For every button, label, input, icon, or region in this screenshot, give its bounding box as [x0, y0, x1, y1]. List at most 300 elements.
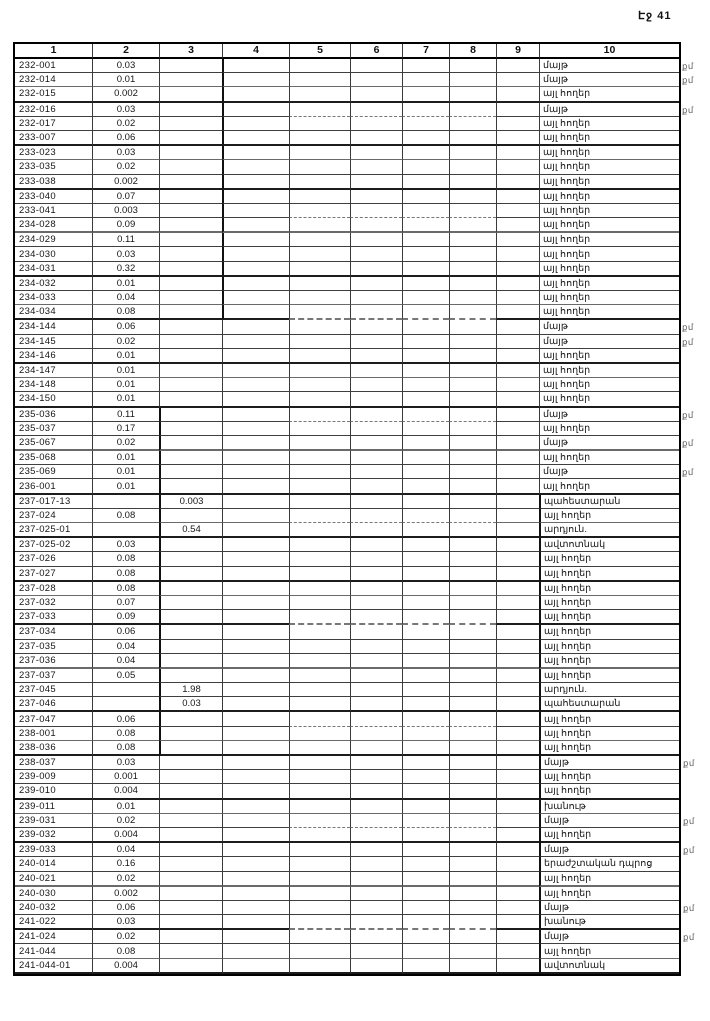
land-use-label: այլ հողեր [544, 597, 592, 609]
land-use-cell [539, 640, 679, 654]
parcel-code: 233-007 [15, 131, 92, 146]
empty-cell [402, 800, 449, 814]
empty-cell [402, 683, 449, 697]
table-row [15, 73, 679, 87]
empty-cell [449, 87, 496, 102]
column-header-7: 7 [402, 44, 449, 59]
empty-cell [449, 552, 496, 566]
margin-note: քմ [683, 815, 695, 826]
parcel-code: 239-011 [15, 800, 92, 814]
empty-cell [402, 349, 449, 364]
empty-cell [402, 277, 449, 291]
empty-cell [449, 364, 496, 378]
table-row [15, 683, 679, 697]
empty-cell [496, 610, 539, 625]
empty-cell [289, 741, 350, 756]
empty-cell [222, 262, 289, 277]
empty-cell [350, 756, 402, 770]
area-value-col3 [159, 262, 222, 277]
area-value-col2: 0.01 [92, 349, 159, 364]
land-use-label: ավտոտնակ [544, 539, 606, 551]
empty-cell [222, 131, 289, 146]
empty-cell [449, 131, 496, 146]
empty-cell [350, 582, 402, 596]
land-use-cell [539, 654, 679, 669]
land-use-label: այլ հողեր [543, 292, 591, 304]
header-row [15, 44, 679, 59]
land-use-cell [539, 538, 679, 552]
empty-cell [402, 523, 449, 538]
empty-cell [222, 523, 289, 538]
area-value-col3 [159, 422, 222, 436]
empty-cell [222, 190, 289, 204]
empty-cell [289, 392, 350, 407]
empty-cell [350, 538, 402, 552]
land-use-cell [539, 277, 679, 291]
empty-cell [222, 538, 289, 552]
column-header-4: 4 [222, 44, 289, 59]
land-use-cell [539, 683, 679, 697]
empty-cell [402, 175, 449, 190]
area-value-col2: 0.03 [92, 59, 159, 73]
area-value-col3: 0.03 [159, 697, 222, 712]
empty-cell [350, 305, 402, 320]
empty-cell [402, 857, 449, 871]
empty-cell [496, 73, 539, 87]
empty-cell [449, 770, 496, 784]
area-value-col2: 0.003 [92, 204, 159, 218]
empty-cell [496, 509, 539, 523]
empty-cell [350, 59, 402, 73]
area-value-col2: 0.02 [92, 335, 159, 349]
empty-cell [496, 291, 539, 305]
area-value-col2: 0.08 [92, 727, 159, 741]
table-row [15, 712, 679, 726]
empty-cell [222, 814, 289, 828]
empty-cell [289, 582, 350, 596]
table-row [15, 538, 679, 552]
area-value-col2: 0.08 [92, 944, 159, 958]
parcel-code: 238-036 [15, 741, 92, 756]
land-use-cell [539, 610, 679, 625]
parcel-code: 237-033 [15, 610, 92, 625]
empty-cell [496, 131, 539, 146]
parcel-code: 233-041 [15, 204, 92, 218]
empty-cell [449, 683, 496, 697]
empty-cell [289, 944, 350, 958]
empty-cell [449, 654, 496, 669]
area-value-col3 [159, 552, 222, 566]
empty-cell [350, 465, 402, 479]
empty-cell [350, 277, 402, 291]
land-use-label: մայթ [543, 60, 568, 72]
area-value-col2: 0.03 [92, 915, 159, 930]
empty-cell [350, 654, 402, 669]
empty-cell [402, 364, 449, 378]
land-use-label: այլ հողեր [544, 785, 592, 797]
margin-note: քմ [683, 902, 695, 913]
land-use-label: այլ հողեր [544, 567, 592, 579]
empty-cell [449, 582, 496, 596]
empty-cell [222, 901, 289, 915]
empty-cell [222, 887, 289, 901]
parcel-code: 234-146 [15, 349, 92, 364]
land-use-label: մայթ [543, 335, 568, 347]
empty-cell [289, 756, 350, 770]
area-value-col2: 0.01 [92, 378, 159, 392]
column-header-10: 10 [539, 44, 679, 59]
land-use-cell [539, 378, 679, 392]
land-use-cell [539, 828, 679, 843]
column-header-2: 2 [92, 44, 159, 59]
parcel-code: 239-032 [15, 828, 92, 843]
area-value-col3 [159, 843, 222, 857]
table-row [15, 408, 679, 422]
empty-cell [402, 146, 449, 160]
parcel-code: 235-067 [15, 436, 92, 451]
empty-cell [496, 669, 539, 683]
parcel-code: 234-150 [15, 392, 92, 407]
empty-cell [402, 117, 449, 131]
empty-cell [449, 814, 496, 828]
empty-cell [496, 160, 539, 174]
parcel-code: 240-021 [15, 872, 92, 887]
empty-cell [496, 378, 539, 392]
empty-cell [222, 741, 289, 756]
empty-cell [350, 784, 402, 799]
parcel-code: 234-028 [15, 218, 92, 233]
empty-cell [496, 625, 539, 639]
area-value-col3 [159, 944, 222, 958]
empty-cell [350, 770, 402, 784]
empty-cell [350, 131, 402, 146]
land-use-label: արդյուն. [544, 684, 587, 696]
empty-cell [402, 87, 449, 102]
table-row [15, 103, 679, 117]
empty-cell [289, 87, 350, 102]
margin-note: քմ [682, 75, 694, 86]
parcel-code: 241-044 [15, 944, 92, 958]
empty-cell [289, 247, 350, 261]
empty-cell [289, 610, 350, 625]
empty-cell [496, 901, 539, 915]
land-use-label: այլ հողեր [543, 452, 591, 464]
empty-cell [350, 741, 402, 756]
land-use-cell [539, 160, 679, 174]
empty-cell [402, 335, 449, 349]
land-use-cell [539, 770, 679, 784]
empty-cell [402, 784, 449, 799]
area-value-col3 [159, 654, 222, 669]
table-row [15, 509, 679, 523]
table-row [15, 59, 679, 73]
empty-cell [449, 436, 496, 451]
empty-cell [402, 610, 449, 625]
land-use-label: մայթ [543, 408, 568, 420]
empty-cell [496, 320, 539, 334]
empty-cell [402, 712, 449, 726]
empty-cell [449, 479, 496, 494]
area-value-col3 [159, 131, 222, 146]
land-use-cell [539, 800, 679, 814]
area-value-col2: 0.01 [92, 451, 159, 465]
empty-cell [496, 582, 539, 596]
land-use-cell [539, 320, 694, 334]
area-value-col2: 0.002 [92, 87, 159, 102]
empty-cell [222, 784, 289, 799]
empty-cell [402, 901, 449, 915]
empty-cell [449, 335, 496, 349]
area-value-col3 [159, 305, 222, 320]
empty-cell [289, 131, 350, 146]
area-value-col3 [159, 538, 222, 552]
empty-cell [222, 697, 289, 712]
empty-cell [449, 408, 496, 422]
empty-cell [289, 408, 350, 422]
empty-cell [350, 103, 402, 117]
empty-cell [350, 146, 402, 160]
empty-cell [449, 465, 496, 479]
empty-cell [496, 552, 539, 566]
land-use-label: մայթ [544, 901, 569, 913]
empty-cell [289, 857, 350, 871]
land-use-cell [539, 625, 679, 639]
table-row [15, 378, 679, 392]
empty-cell [289, 349, 350, 364]
area-value-col2: 0.04 [92, 291, 159, 305]
empty-cell [402, 479, 449, 494]
empty-cell [496, 770, 539, 784]
empty-cell [449, 610, 496, 625]
land-use-label: այլ հողեր [543, 147, 591, 159]
empty-cell [449, 756, 496, 770]
empty-cell [496, 59, 539, 73]
empty-cell [402, 582, 449, 596]
table-row [15, 944, 679, 958]
empty-cell [496, 857, 539, 871]
table-body [15, 59, 695, 974]
area-value-col2: 0.01 [92, 277, 159, 291]
empty-cell [402, 247, 449, 261]
empty-cell [496, 654, 539, 669]
empty-cell [289, 495, 350, 509]
empty-cell [222, 669, 289, 683]
empty-cell [222, 625, 289, 639]
empty-cell [449, 669, 496, 683]
empty-cell [402, 538, 449, 552]
parcel-code: 237-036 [15, 654, 92, 669]
column-header-9: 9 [496, 44, 539, 59]
empty-cell [222, 800, 289, 814]
empty-cell [289, 204, 350, 218]
empty-cell [402, 567, 449, 582]
empty-cell [402, 930, 449, 944]
land-use-cell [539, 422, 679, 436]
land-use-cell [539, 436, 694, 451]
empty-cell [350, 683, 402, 697]
empty-cell [350, 495, 402, 509]
area-value-col2: 0.06 [92, 131, 159, 146]
area-value-col2: 0.08 [92, 509, 159, 523]
empty-cell [222, 640, 289, 654]
empty-cell [350, 640, 402, 654]
column-header-6: 6 [350, 44, 402, 59]
empty-cell [496, 800, 539, 814]
land-use-label: այլ հողեր [544, 771, 592, 783]
empty-cell [496, 640, 539, 654]
land-use-label: այլ հողեր [543, 306, 591, 318]
parcel-code: 237-035 [15, 640, 92, 654]
parcel-code: 241-024 [15, 930, 92, 944]
empty-cell [449, 828, 496, 843]
area-value-col2: 0.08 [92, 305, 159, 320]
empty-cell [496, 465, 539, 479]
land-use-label: մայթ [543, 103, 568, 115]
empty-cell [402, 378, 449, 392]
empty-cell [496, 843, 539, 857]
empty-cell [350, 596, 402, 610]
empty-cell [449, 451, 496, 465]
margin-note: քմ [682, 61, 694, 71]
table-row [15, 756, 679, 770]
land-use-cell [539, 567, 679, 582]
table-row [15, 901, 679, 915]
parcel-code: 234-148 [15, 378, 92, 392]
area-value-col3 [159, 103, 222, 117]
empty-cell [222, 596, 289, 610]
empty-cell [289, 770, 350, 784]
empty-cell [496, 741, 539, 756]
page-number-label: Էջ 41 [638, 10, 672, 22]
empty-cell [289, 843, 350, 857]
area-value-col3 [159, 117, 222, 131]
land-use-cell [539, 451, 679, 465]
land-use-cell [539, 233, 679, 247]
land-use-cell [539, 915, 679, 930]
land-use-cell [539, 262, 679, 277]
area-value-col3 [159, 872, 222, 887]
empty-cell [449, 218, 496, 233]
area-value-col3 [159, 190, 222, 204]
empty-cell [496, 190, 539, 204]
empty-cell [402, 727, 449, 741]
parcel-code: 235-069 [15, 465, 92, 479]
empty-cell [449, 930, 496, 944]
table-row [15, 610, 679, 625]
area-value-col2: 0.32 [92, 262, 159, 277]
land-use-label: այլ հողեր [544, 872, 592, 884]
parcel-code: 233-023 [15, 146, 92, 160]
parcel-code: 239-031 [15, 814, 92, 828]
area-value-col3 [159, 930, 222, 944]
table-row [15, 218, 679, 233]
empty-cell [289, 335, 350, 349]
empty-cell [402, 262, 449, 277]
empty-cell [289, 683, 350, 697]
empty-cell [350, 712, 402, 726]
empty-cell [222, 712, 289, 726]
empty-cell [289, 277, 350, 291]
empty-cell [402, 915, 449, 930]
parcel-code: 237-047 [15, 712, 92, 726]
empty-cell [449, 596, 496, 610]
table-row [15, 770, 679, 784]
area-value-col3 [159, 59, 222, 73]
area-value-col3 [159, 204, 222, 218]
empty-cell [496, 887, 539, 901]
parcel-code: 232-016 [15, 103, 92, 117]
parcel-code: 237-028 [15, 582, 92, 596]
empty-cell [449, 915, 496, 930]
empty-cell [402, 291, 449, 305]
empty-cell [496, 712, 539, 726]
empty-cell [496, 204, 539, 218]
empty-cell [289, 73, 350, 87]
area-value-col3 [159, 828, 222, 843]
parcel-code: 237-025-01 [15, 523, 92, 538]
empty-cell [350, 349, 402, 364]
area-value-col3 [159, 582, 222, 596]
empty-cell [496, 335, 539, 349]
table-row [15, 857, 679, 871]
area-value-col3 [159, 378, 222, 392]
area-value-col2: 0.04 [92, 843, 159, 857]
area-value-col2: 0.03 [92, 247, 159, 261]
table-row [15, 190, 679, 204]
table-row [15, 887, 679, 901]
empty-cell [449, 247, 496, 261]
area-value-col2: 0.002 [92, 887, 159, 901]
area-value-col2: 0.03 [92, 146, 159, 160]
empty-cell [402, 392, 449, 407]
empty-cell [402, 103, 449, 117]
table-row [15, 204, 679, 218]
empty-cell [222, 495, 289, 509]
empty-cell [449, 567, 496, 582]
empty-cell [222, 654, 289, 669]
land-use-label: մայթ [543, 74, 568, 86]
empty-cell [449, 103, 496, 117]
land-use-cell [539, 408, 694, 422]
empty-cell [222, 87, 289, 102]
empty-cell [402, 741, 449, 756]
parcel-code: 235-037 [15, 422, 92, 436]
table-row [15, 364, 679, 378]
land-use-cell [539, 712, 679, 726]
empty-cell [222, 567, 289, 582]
empty-cell [402, 814, 449, 828]
land-use-label: այլ հողեր [543, 422, 591, 434]
empty-cell [402, 436, 449, 451]
empty-cell [496, 451, 539, 465]
area-value-col2: 0.02 [92, 814, 159, 828]
area-value-col2: 0.03 [92, 538, 159, 552]
empty-cell [289, 465, 350, 479]
table-row [15, 335, 679, 349]
empty-cell [289, 190, 350, 204]
parcel-code: 237-034 [15, 625, 92, 639]
table-row [15, 175, 679, 190]
land-use-label: մայթ [544, 844, 569, 856]
empty-cell [222, 727, 289, 741]
empty-cell [496, 814, 539, 828]
table-row [15, 320, 679, 334]
empty-cell [449, 843, 496, 857]
area-value-col3 [159, 596, 222, 610]
empty-cell [496, 175, 539, 190]
parcel-code: 241-022 [15, 915, 92, 930]
land-use-cell [539, 669, 679, 683]
